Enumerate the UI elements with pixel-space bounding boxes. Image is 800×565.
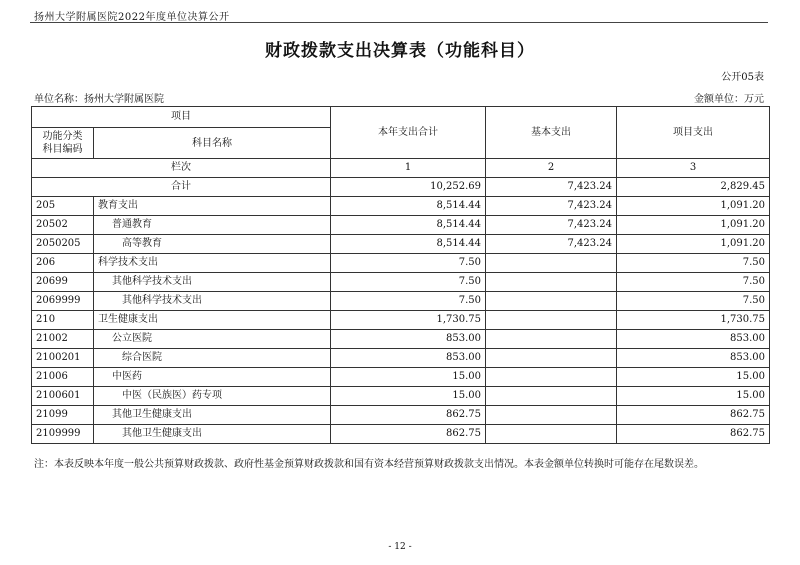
table-row: [32, 254, 770, 273]
row-project: 862.75: [617, 425, 770, 444]
table-body: [32, 107, 770, 444]
total-basic: 7,423.24: [486, 178, 617, 197]
expenditure-table: [31, 106, 770, 444]
row-name: 教育支出: [94, 197, 331, 216]
row-basic: [486, 254, 617, 273]
row-total: 862.75: [331, 425, 486, 444]
table-row: [32, 311, 770, 330]
row-name: 中医药: [94, 368, 331, 387]
row-basic: [486, 349, 617, 368]
table-row: [32, 330, 770, 349]
table-row: [32, 425, 770, 444]
row-basic: [486, 273, 617, 292]
row-name: 中医（民族医）药专项: [94, 387, 331, 406]
row-project: 1,091.20: [617, 235, 770, 254]
row-name: 其他卫生健康支出: [94, 425, 331, 444]
table-row: [32, 235, 770, 254]
currency-unit: 金额单位：万元: [694, 94, 764, 105]
row-code: 2100601: [32, 387, 94, 406]
row-basic: [486, 425, 617, 444]
table-row: [32, 387, 770, 406]
row-code: 2100201: [32, 349, 94, 368]
total-amount: 10,252.69: [331, 178, 486, 197]
row-basic: 7,423.24: [486, 197, 617, 216]
row-code: 20502: [32, 216, 94, 235]
row-code: 21099: [32, 406, 94, 425]
index-3: 3: [617, 159, 770, 178]
row-name: 其他科学技术支出: [94, 292, 331, 311]
row-total: 1,730.75: [331, 311, 486, 330]
row-total: 853.00: [331, 330, 486, 349]
header-col-project: 项目支出: [617, 107, 770, 159]
row-code: 2109999: [32, 425, 94, 444]
table-row: [32, 273, 770, 292]
row-basic: [486, 387, 617, 406]
total-row: [32, 178, 770, 197]
index-2: 2: [486, 159, 617, 178]
row-basic: [486, 292, 617, 311]
row-project: 862.75: [617, 406, 770, 425]
row-total: 853.00: [331, 349, 486, 368]
table-row: [32, 292, 770, 311]
footnote: 注：本表反映本年度一般公共预算财政拨款、政府性基金预算财政拨款和国有资本经营预算财政拨款支出情况。本表金额单位转换时可能存在尾数误差。: [34, 459, 704, 470]
row-basic: 7,423.24: [486, 216, 617, 235]
row-name: 其他卫生健康支出: [94, 406, 331, 425]
row-code: 20699: [32, 273, 94, 292]
row-project: 853.00: [617, 349, 770, 368]
table-row: [32, 406, 770, 425]
row-name: 卫生健康支出: [94, 311, 331, 330]
row-total: 7.50: [331, 273, 486, 292]
row-code: 21006: [32, 368, 94, 387]
row-total: 7.50: [331, 254, 486, 273]
unit-name: 单位名称：扬州大学附属医院: [34, 94, 164, 105]
row-total: 15.00: [331, 368, 486, 387]
row-total: 8,514.44: [331, 216, 486, 235]
row-total: 8,514.44: [331, 235, 486, 254]
row-basic: [486, 368, 617, 387]
header-col-basic: 基本支出: [486, 107, 617, 159]
row-project: 15.00: [617, 368, 770, 387]
row-basic: [486, 311, 617, 330]
running-header: 扬州大学附属医院2022年度单位决算公开: [34, 12, 230, 23]
row-project: 1,730.75: [617, 311, 770, 330]
doc-code: 公开05表: [721, 72, 764, 83]
header-rule: [30, 22, 768, 23]
row-project: 7.50: [617, 273, 770, 292]
header-subject-name: 科目名称: [94, 128, 331, 159]
row-code: 210: [32, 311, 94, 330]
row-project: 1,091.20: [617, 216, 770, 235]
total-project: 2,829.45: [617, 178, 770, 197]
row-name: 其他科学技术支出: [94, 273, 331, 292]
row-project: 15.00: [617, 387, 770, 406]
row-project: 7.50: [617, 254, 770, 273]
row-total: 862.75: [331, 406, 486, 425]
row-code: 2050205: [32, 235, 94, 254]
header-row-item: [32, 107, 770, 128]
table-row: [32, 197, 770, 216]
index-1: 1: [331, 159, 486, 178]
row-code: 206: [32, 254, 94, 273]
row-total: 8,514.44: [331, 197, 486, 216]
table-row: [32, 349, 770, 368]
row-project: 853.00: [617, 330, 770, 349]
page-title: 财政拨款支出决算表（功能科目）: [265, 41, 535, 61]
table-row: [32, 216, 770, 235]
row-project: 1,091.20: [617, 197, 770, 216]
row-total: 15.00: [331, 387, 486, 406]
page-number: - 12 -: [388, 542, 412, 552]
row-basic: [486, 330, 617, 349]
row-name: 综合医院: [94, 349, 331, 368]
row-code: 205: [32, 197, 94, 216]
row-basic: 7,423.24: [486, 235, 617, 254]
header-row-index: [32, 159, 770, 178]
row-project: 7.50: [617, 292, 770, 311]
row-name: 科学技术支出: [94, 254, 331, 273]
header-func-code: 功能分类 科目编码: [32, 128, 94, 159]
total-label: 合计: [32, 178, 331, 197]
row-total: 7.50: [331, 292, 486, 311]
header-col-total: 本年支出合计: [331, 107, 486, 159]
header-item: 项目: [32, 107, 331, 128]
row-name: 公立医院: [94, 330, 331, 349]
table-row: [32, 368, 770, 387]
row-index-label: 栏次: [32, 159, 331, 178]
row-basic: [486, 406, 617, 425]
row-code: 2069999: [32, 292, 94, 311]
row-name: 高等教育: [94, 235, 331, 254]
row-name: 普通教育: [94, 216, 331, 235]
row-code: 21002: [32, 330, 94, 349]
